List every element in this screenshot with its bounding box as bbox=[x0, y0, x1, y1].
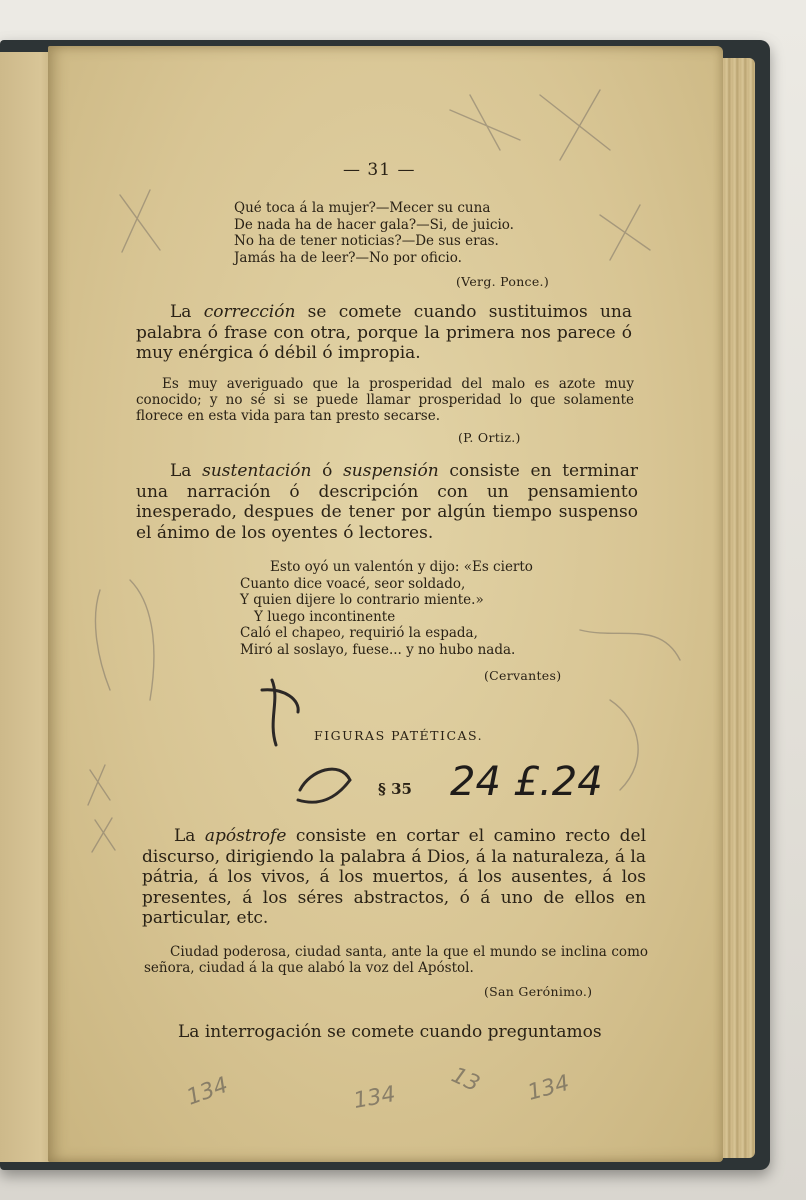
attribution: (Cervantes) bbox=[484, 668, 562, 683]
paragraph-text: consiste en terminar una narración ó descripción con un pensamiento inesperado, despues de tener por algún tiempo suspenso el ánimo de los oyentes ó lectores. bbox=[136, 461, 639, 543]
verse-line: Caló el chapeo, requirió la espada, bbox=[240, 625, 478, 641]
attribution: (San Gerónimo.) bbox=[484, 984, 593, 999]
term-italic: suspensión bbox=[343, 461, 439, 481]
ink-mark bbox=[298, 769, 350, 802]
handwritten-number: 24 £.24 bbox=[450, 759, 603, 805]
pencil-number: 13 bbox=[447, 1062, 484, 1098]
pencil-x-mark bbox=[120, 190, 160, 252]
pencil-scribble bbox=[540, 90, 610, 160]
pencil-number: 134 bbox=[351, 1081, 398, 1114]
verse-line: Esto oyó un valentón y dijo: «Es cierto bbox=[270, 559, 533, 575]
pencil-x-mark bbox=[88, 765, 110, 805]
verse-line: Miró al soslayo, fuese... y no hubo nada. bbox=[240, 641, 516, 658]
paragraph-text: La bbox=[170, 302, 204, 322]
paragraph-text: La bbox=[174, 826, 205, 846]
pencil-scribble bbox=[600, 205, 650, 260]
verse-line: Cuanto dice voacé, seor soldado, bbox=[240, 575, 466, 592]
verse-line: Y luego incontinente bbox=[254, 608, 396, 625]
verse-line: De nada ha de hacer gala?—Si, de juicio. bbox=[234, 216, 514, 233]
page-number: — 31 — bbox=[343, 160, 416, 180]
term-italic: corrección bbox=[203, 302, 296, 322]
attribution: (P. Ortiz.) bbox=[458, 430, 521, 445]
quote-geronimo: Ciudad poderosa, ciudad santa, ante la que el mundo se inclina como señora, ciudad á la que alabó la voz del Apóstol. bbox=[144, 944, 648, 976]
ink-mark bbox=[262, 680, 298, 745]
paragraph-text: La bbox=[170, 461, 203, 481]
paragraph-text: consiste en cortar el camino recto del discurso, dirigiendo la palabra á Dios, á la naturaleza, á la pátria, á los vivos, á los muertos, á los ausentes, á los presentes, á los séres abstractos, ó á uno de ellos en particular, etc. bbox=[142, 826, 647, 928]
verse-line: Qué toca á la mujer?—Mecer su cuna bbox=[234, 200, 491, 216]
attribution: (Verg. Ponce.) bbox=[456, 274, 550, 289]
term-italic: sustentación bbox=[202, 461, 312, 481]
section-heading: FIGURAS PATÉTICAS. bbox=[314, 728, 484, 743]
paragraph-text: ó bbox=[311, 461, 344, 481]
pencil-x-mark bbox=[92, 818, 115, 852]
term-italic: apóstrofe bbox=[204, 826, 287, 846]
paragraph-text: se comete cuando sustituimos una palabra ó frase con otra, porque la primera nos parece ó muy enérgica ó débil ó impropia. bbox=[136, 302, 632, 363]
section-number: § 35 bbox=[378, 780, 412, 798]
verse-line: Jamás ha de leer?—No por oficio. bbox=[234, 249, 462, 266]
verse-line: Y quien dijere lo contrario miente.» bbox=[240, 592, 484, 608]
paragraph-interrogacion: La interrogación se comete cuando preguntamos bbox=[178, 1022, 602, 1042]
pencil-scribble bbox=[95, 580, 153, 700]
pencil-number: 134 bbox=[525, 1070, 573, 1106]
quote-ortiz: Es muy averiguado que la prosperidad del malo es azote muy conocido; y no sé si se puede llamar prosperidad lo que solamente florece en esta vida para tan presto secarse. bbox=[136, 376, 634, 424]
verse-line: No ha de tener noticias?—De sus eras. bbox=[234, 233, 499, 249]
pencil-scribble bbox=[450, 95, 520, 150]
pencil-number: 134 bbox=[183, 1072, 232, 1111]
